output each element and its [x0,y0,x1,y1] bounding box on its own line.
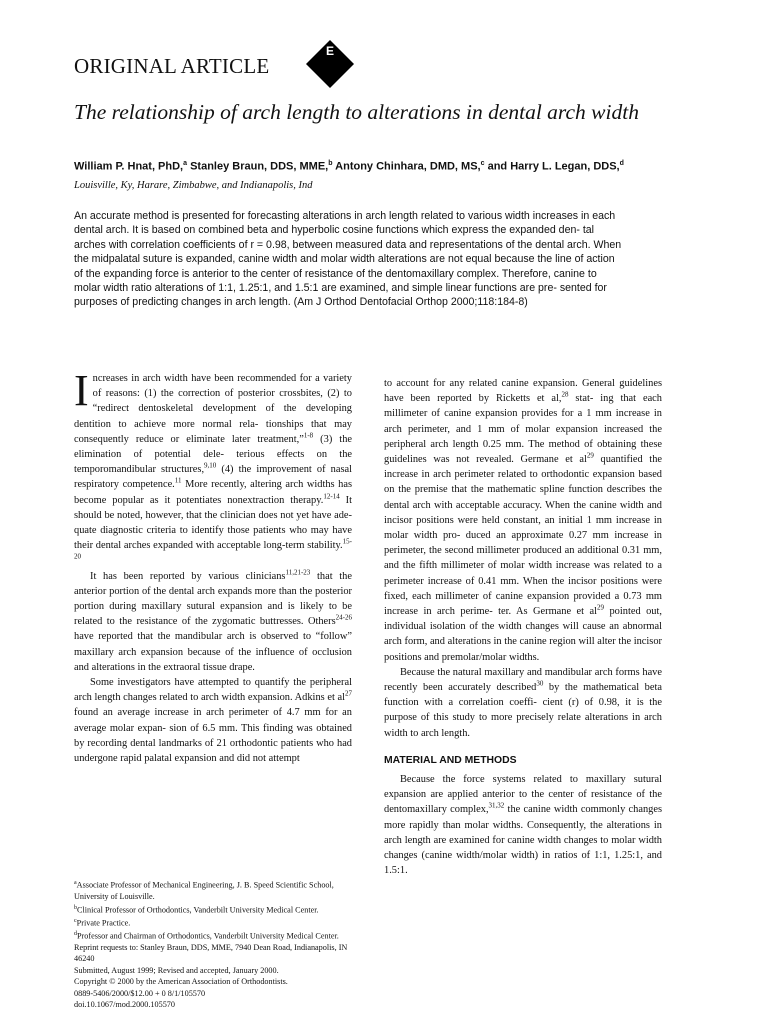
abstract: An accurate method is presented for forecasting alterations in arch length related to various width increases in each dental arch. It is based on combined beta and hyperbolic cosine functions which express the expanded den- tal arches with correlation coefficients of r = 0.98, between measured data and representations of the dental arch. When the midpalatal suture is expanded, canine width and molar width alterations are not equal because the line of action of the expanding force is anterior to the center of resistance of the dentomaxillary complex. Therefore, canine to molar width ratio alterations of 1:1, 1.25:1, and 1.5:1 are examined, and simple linear functions are pre- sented for purposes of predicting changes in arch length. (Am J Orthod Dentofacial Orthop 2000;118:184-8) [74,210,622,309]
citation-mark: 15-20 [74,537,352,561]
footnote-text: Professor and Chairman of Orthodontics, Vanderbilt University Medical Center. Reprint requests to: Stanley Braun, DDS, MME, 7940 Dean Road, Indianapolis, IN 46240 [74,931,348,964]
footnote-mark: a [74,880,77,886]
text-run: It should be noted, however, that the clinician does not yet have ade- quate diagnostic criteria to identify those patients who may have their dental arches expanded with acceptable long-term stability. [74,494,352,552]
footnotes [74,878,356,1010]
author-name: Antony Chinhara, DMD, MS, [335,160,481,173]
affiliations: Louisville, Ky, Harare, Zimbabwe, and Indianapolis, Ind [74,180,313,191]
citation-mark: 12-14 [323,492,340,501]
footnote-text: 0889-5406/2000/$12.00 + 0 8/1/105570 [74,988,206,998]
text-run: Because the natural maxillary and mandibular arch forms have recently been accurately described [384,666,662,694]
text-run: It has been reported by various clinicians [90,570,286,582]
footnote-text: doi.10.1067/mod.2000.105570 [74,1000,175,1009]
citation-mark: 11,21-23 [285,568,311,577]
paragraph [384,667,662,739]
footnote-text: Associate Professor of Mechanical Engineering, J. B. Speed Scientific School, University of Louisville. [74,880,334,902]
body-column-right [384,376,662,879]
footnote [74,929,356,965]
text-run: to account for any related canine expansion. General guidelines have been reported by Ricketts et al, [384,378,662,405]
citation-mark: 29 [597,603,605,612]
author-mark: c [480,160,485,167]
text-run: that the anterior portion of the dental arch expands more than the posterior portion during maxillary sutural expansion and is likely to be related to the resistance of the zygomatic buttresses. Others [74,570,352,628]
author-list [74,160,714,173]
citation-mark: 29 [586,451,594,460]
text-run: by the mathematical beta function with a correlation coeffi- cient (r) of 0.98, it is the purpose of this study to more precisely relate alterations in arch width to arch length. [384,682,662,739]
footnote-mark: b [74,904,77,911]
drop-cap: I [74,366,89,415]
footnote [74,965,356,976]
footnote-mark: d [74,930,77,937]
citation-mark: 31,32 [488,802,505,811]
footnote [74,976,356,987]
footnote-text: Private Practice. [76,918,131,928]
text-run: More recently, altering arch widths has become popular as it potentiates nonextraction therapy. [74,479,352,506]
text-run: pointed out, individual isolation of the width changes will cause an abnormal arch form, and alterations in the canine region will alter the incisor positions and premolar/molar widths. [384,606,662,663]
text-run: the canine width commonly changes more rapidly than molar widths. Consequently, the alterations in arch length are examined for canine width changes to molar width changes (canine width/molar width) in ratios of 1:1, 1.25:1, and 1.5:1. [384,804,662,877]
footnote [74,878,356,903]
paragraph [74,568,352,673]
footnote-text: Copyright © 2000 by the American Association of Orthodontists. [74,977,288,987]
text-run: found an average increase in arch perimeter of 4.7 mm for an average molar expan- sion of 6.5 mm. This finding was obtained by recording dental landmarks of 21 orthodontic patients who had undergone rapid palatal expansion and did not attempt [74,707,352,765]
footnote-text: Submitted, August 1999; Revised and accepted, January 2000. [74,965,279,975]
author-mark: a [183,160,188,167]
citation-mark: 1-8 [303,431,314,440]
body-column-left [74,366,352,766]
author-mark: b [328,160,333,167]
text-run: (4) the improvement of nasal respiratory competence. [74,464,352,491]
footnote [74,999,356,1010]
text-run: (3) the elimination of potential dele- terious effects on the temporomandibular structures, [74,433,352,476]
author-name: William P. Hnat, PhD, [74,160,184,173]
paragraph [384,774,662,876]
paragraph [74,677,352,764]
paragraph [74,366,352,566]
article-title: The relationship of arch length to alterations in dental arch width [74,100,639,124]
text-run: quantified the increase in arch perimeter related to orthodontic expansion based on the premise that the mathematic spline function describes the dental arch with acceptable accuracy. When the canine width and incisor positions were held constant, an initial 1 mm increase in molar width pro- duced an approximate 0.27 mm increase in perimeter, the second millimeter produced an additional 0.31 mm, and the fifth millimeter of molar width increase was related to a perimeter increase of 0.41 mm. When the incisor positions were fixed, each millimeter of canine expansion provided a 0.73 mm increase in arch perime- ter. As Germane et al [384,454,663,618]
footnote-text: Clinical Professor of Orthodontics, Vanderbilt University Medical Center. [77,905,319,915]
text-run: Some investigators have attempted to quantify the peripheral arch length changes related to arch width expansion. Adkins et al [74,677,352,704]
footnote-mark: c [74,917,77,924]
text-run: ncreases in arch width have been recommended for a variety of reasons: (1) the correction of posterior crossbites, (2) to “redirect dentoskeletal development of the developing dentition to achieve more normal rela- tionships that may consequently reduce or eliminate later treatment,” [74,373,352,445]
author-mark: d [619,160,624,167]
article-badge-icon [304,38,356,90]
citation-mark: 11 [174,476,182,485]
footnote [74,903,356,916]
section-heading-methods: MATERIAL AND METHODS [384,754,517,766]
footnote [74,988,356,999]
text-run: have reported that the mandibular arch is observed to “follow” maxillary arch expansion because of the influence of occlusion and alterations in the extraoral tissue drape. [74,631,352,673]
citation-mark: 27 [345,689,352,698]
paragraph [384,378,662,663]
badge-letter: E [325,44,335,58]
citation-mark: 30 [536,679,544,688]
author-name: and Harry L. Legan, DDS, [487,160,620,173]
text-run: stat- ing that each millimeter of canine expansion provides for a 1 mm increase in arch perimeter, and 1 mm of molar expansion increased the peripheral arch length 0.25 mm. The method of obtaining these guidelines was not revealed. Germane et al [384,393,662,466]
section-label: ORIGINAL ARTICLE [74,54,270,78]
citation-mark: 24-26 [335,613,352,622]
citation-mark: 28 [561,390,569,399]
author-name: Stanley Braun, DDS, MME, [190,160,329,173]
footnote [74,916,356,929]
citation-mark: 9,10 [204,461,217,470]
text-run: Because the force systems related to maxillary sutural expansion are applied anterior to the center of resistance of the dentomaxillary complex, [384,774,662,816]
